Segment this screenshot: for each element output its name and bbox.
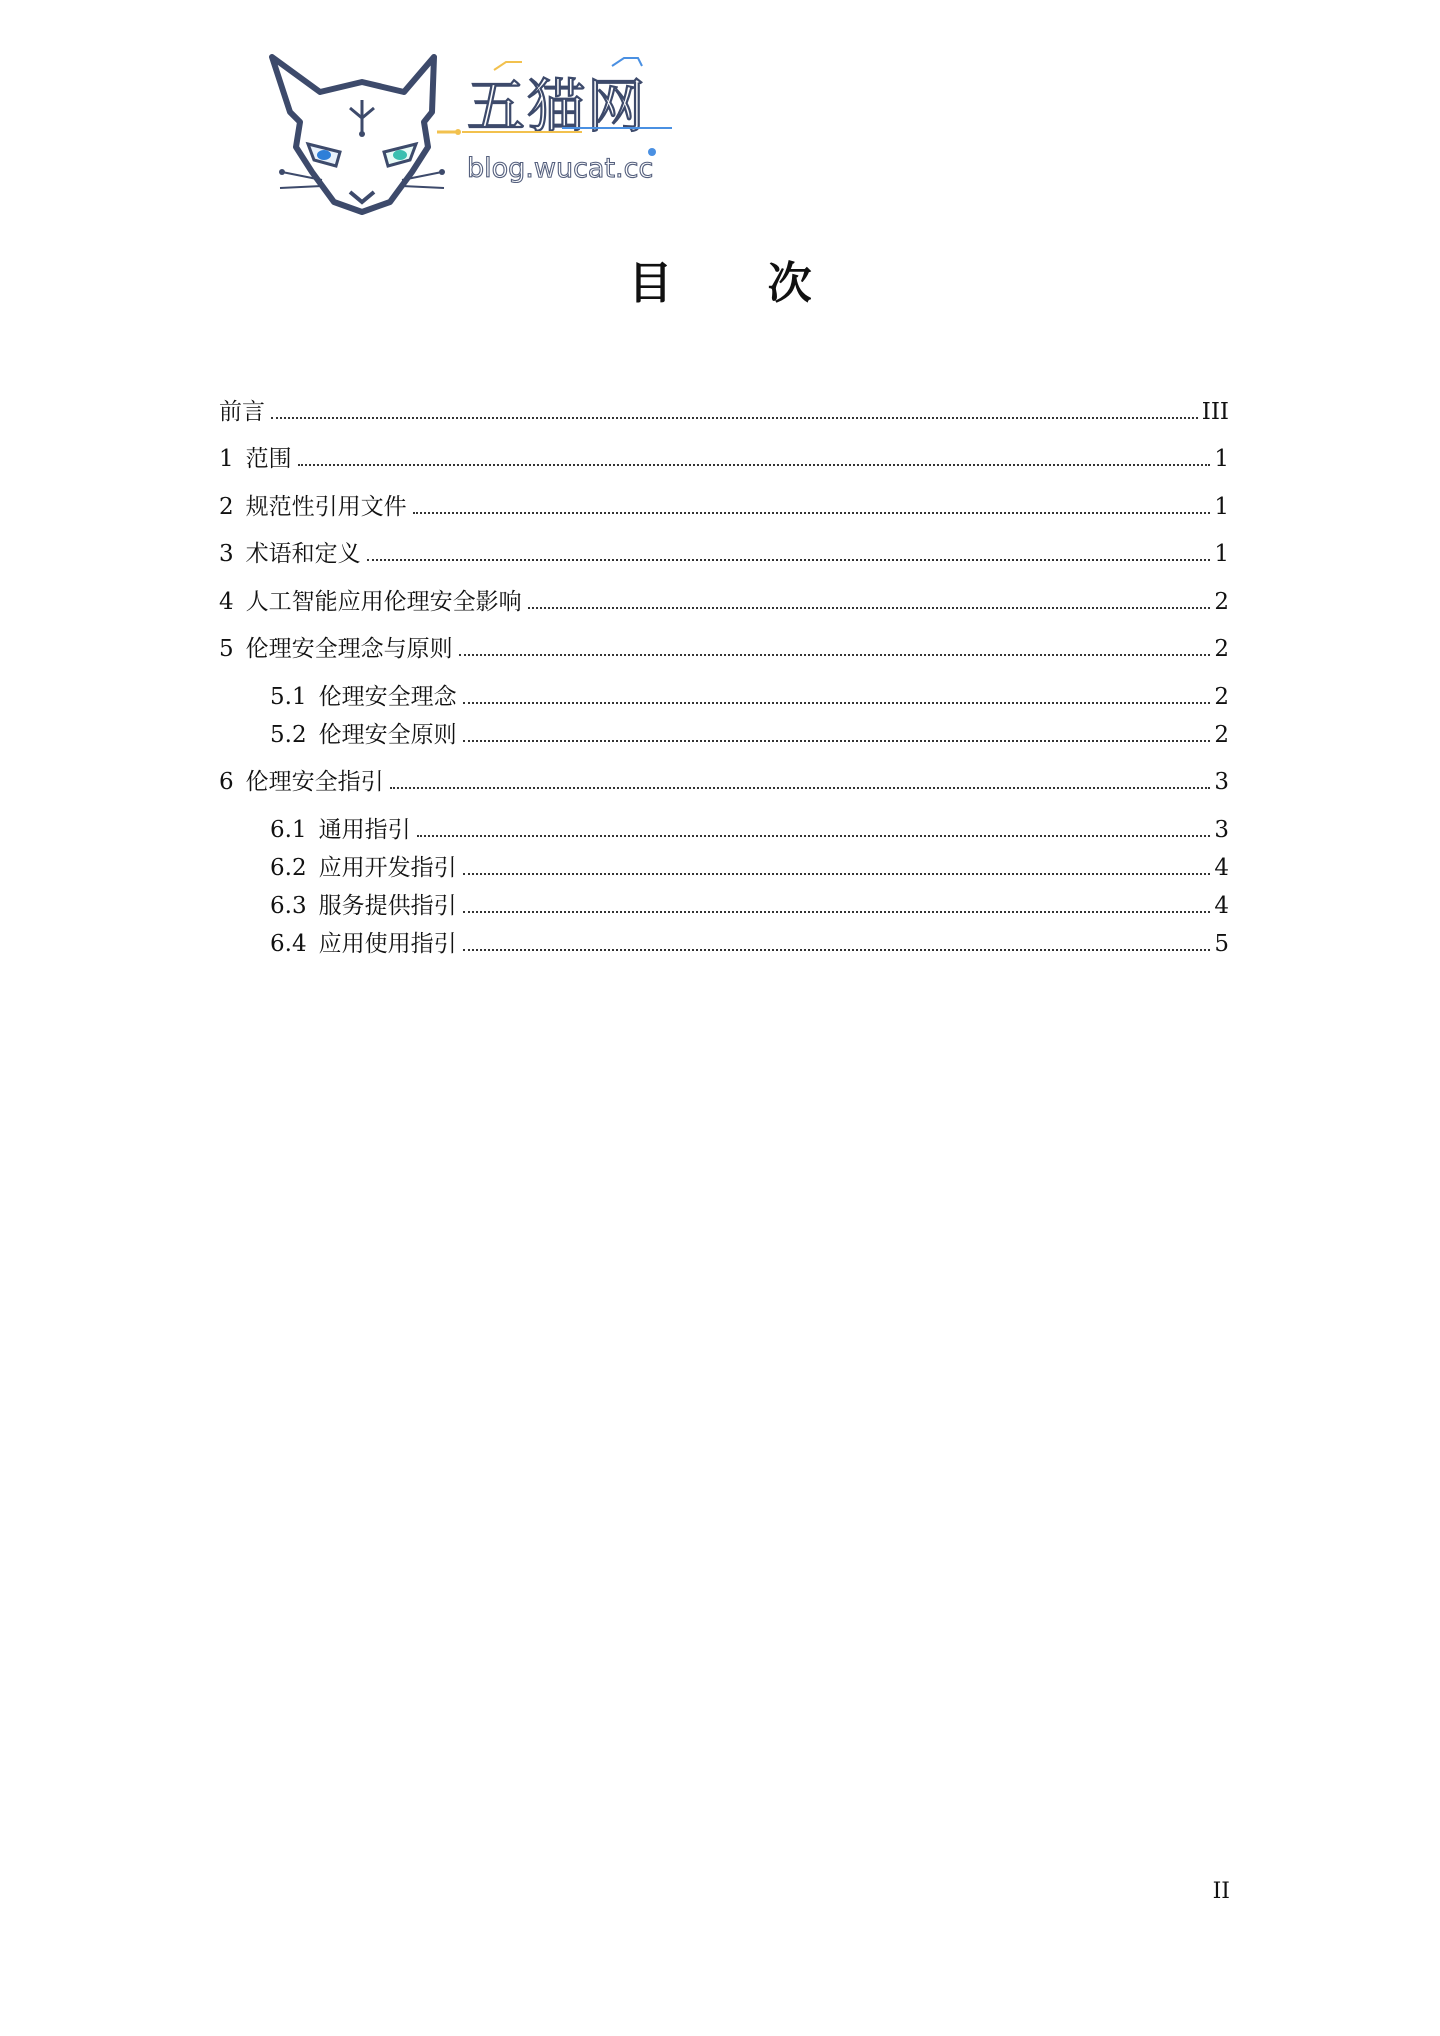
toc-entry-6[interactable]	[219, 765, 1229, 799]
toc-entry-page: 5	[1214, 931, 1229, 957]
toc-entry-number: 3	[219, 541, 234, 567]
toc-entry-page: 2	[1214, 684, 1229, 710]
toc-entry-number: 4	[219, 589, 234, 615]
toc-entry-page: 2	[1214, 589, 1229, 615]
toc-entry-5-2[interactable]	[270, 718, 1229, 752]
toc-leader	[271, 417, 1198, 419]
toc-leader	[463, 949, 1211, 951]
toc-entry-title: 术语和定义	[245, 541, 361, 567]
toc-entry-number: 6.2	[270, 855, 307, 881]
toc-leader	[463, 740, 1211, 742]
toc-entry-foreword[interactable]	[219, 395, 1229, 429]
toc-entry-title: 服务提供指引	[318, 893, 457, 919]
toc-entry-title: 范围	[245, 446, 292, 472]
toc-leader	[298, 464, 1211, 466]
page-title: 目 次	[628, 258, 852, 309]
toc-entry-title: 伦理安全理念与原则	[245, 636, 453, 662]
toc-entry-3[interactable]	[219, 537, 1229, 571]
toc-entry-page: 1	[1214, 446, 1229, 472]
logo-url: blog.wucat.cc	[467, 153, 654, 184]
toc-entry-4[interactable]	[219, 585, 1229, 619]
toc-entry-page: 4	[1214, 855, 1229, 881]
toc-entry-title: 伦理安全指引	[245, 769, 384, 795]
toc-entry-page: 2	[1214, 636, 1229, 662]
toc-entry-title: 规范性引用文件	[245, 494, 407, 520]
toc-leader	[463, 873, 1211, 875]
toc-entry-number: 6	[219, 769, 234, 795]
toc-entry-number: 1	[219, 446, 234, 472]
toc-entry-number: 6.4	[270, 931, 307, 957]
toc-entry-title: 通用指引	[318, 817, 411, 843]
toc-entry-number: 6.1	[270, 817, 307, 843]
toc-entry-6-1[interactable]	[270, 813, 1229, 847]
toc-entry-page: 3	[1214, 817, 1229, 843]
toc-entry-title: 应用开发指引	[318, 855, 457, 881]
page-number: II	[1212, 1879, 1230, 1904]
toc-entry-title: 伦理安全原则	[318, 722, 457, 748]
toc-entry-number: 2	[219, 494, 234, 520]
toc-entry-page: 3	[1214, 769, 1229, 795]
toc-leader	[528, 607, 1211, 609]
toc-entry-number: 5.1	[270, 684, 307, 710]
toc-entry-2[interactable]	[219, 490, 1229, 524]
toc-leader	[459, 654, 1211, 656]
toc-entry-title: 前言	[219, 399, 265, 425]
toc-entry-number: 5	[219, 636, 234, 662]
toc-entry-1[interactable]	[219, 442, 1229, 476]
toc-leader	[463, 702, 1211, 704]
toc-leader	[463, 911, 1211, 913]
toc-leader	[367, 559, 1211, 561]
toc-entry-number: 6.3	[270, 893, 307, 919]
toc-entry-5[interactable]	[219, 632, 1229, 666]
toc-entry-page: III	[1201, 399, 1229, 425]
toc-entry-title: 应用使用指引	[318, 931, 457, 957]
logo-title: 五猫网	[467, 72, 648, 140]
toc-entry-number: 5.2	[270, 722, 307, 748]
toc-entry-5-1[interactable]	[270, 680, 1229, 714]
toc-entry-page: 4	[1214, 893, 1229, 919]
toc-entry-6-3[interactable]	[270, 889, 1229, 923]
toc-entry-6-2[interactable]	[270, 851, 1229, 885]
toc-entry-6-4[interactable]	[270, 927, 1229, 961]
table-of-contents	[0, 0, 1440, 1000]
toc-entry-page: 1	[1214, 541, 1229, 567]
toc-leader	[390, 787, 1211, 789]
toc-entry-title: 人工智能应用伦理安全影响	[245, 589, 522, 615]
toc-entry-page: 2	[1214, 722, 1229, 748]
toc-entry-title: 伦理安全理念	[318, 684, 457, 710]
toc-leader	[413, 512, 1211, 514]
toc-entry-page: 1	[1214, 494, 1229, 520]
toc-leader	[417, 835, 1211, 837]
